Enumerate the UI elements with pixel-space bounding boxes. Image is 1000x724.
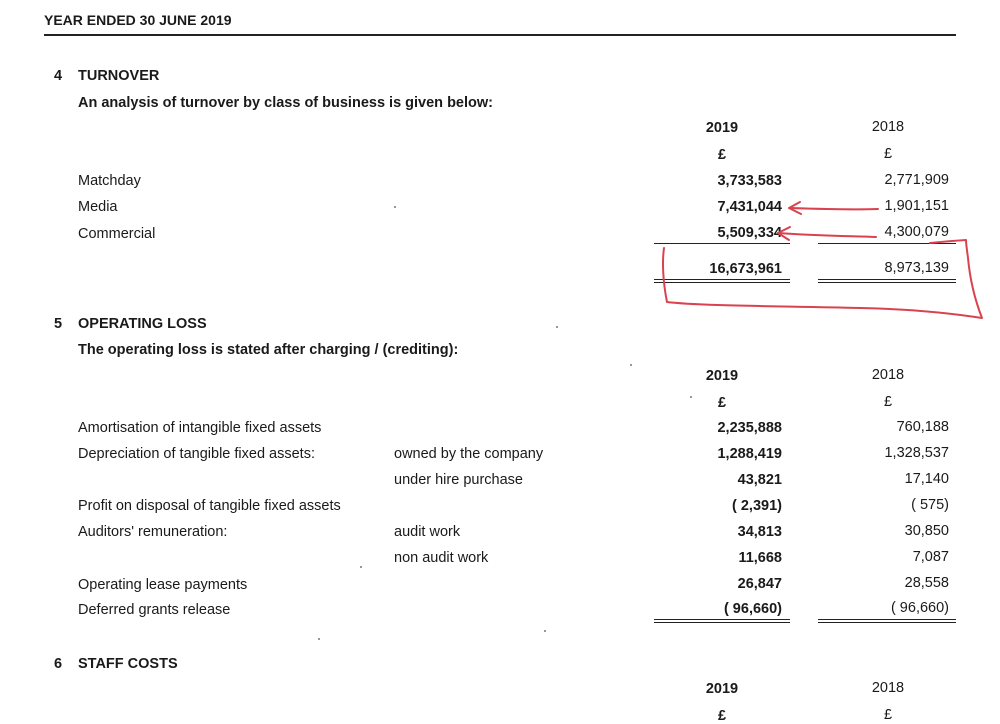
oploss-row-2019: 2,235,888: [717, 420, 782, 436]
arrow-commercial-line: [778, 233, 876, 237]
oploss-row-2019: 11,668: [738, 550, 782, 566]
oploss-row-label: Operating lease payments: [78, 577, 248, 593]
staff-col-2018: 2018: [871, 680, 905, 696]
turnover-total-2018: 8,973,139: [884, 260, 949, 276]
oploss-row-2018: 1,328,537: [884, 445, 949, 461]
section-5-number: 5: [54, 316, 63, 332]
turnover-row-label: Media: [78, 199, 118, 215]
oploss-row-2019: 34,813: [737, 524, 782, 540]
section-6-number: 6: [54, 656, 63, 672]
oploss-row-sublabel: non audit work: [394, 550, 489, 566]
oploss-row-label: Profit on disposal of tangible fixed assets: [78, 498, 341, 514]
oploss-row-2019: 43,821: [737, 472, 782, 488]
section-5-subtitle: The operating loss is stated after charging / (crediting):: [78, 342, 459, 358]
oploss-row-2019: ( 2,391): [732, 498, 782, 514]
turnover-total-2019: 16,673,961: [709, 261, 782, 277]
oploss-col-2018: 2018: [871, 367, 905, 383]
page-header-period: YEAR ENDED 30 JUNE 2019: [44, 12, 232, 28]
oploss-row-label: Auditors' remuneration:: [78, 524, 228, 540]
oploss-row-sublabel: audit work: [394, 524, 461, 540]
staff-currency-2019: £: [717, 708, 727, 724]
turnover-currency-2018: £: [883, 146, 893, 162]
turnover-row-2018: 2,771,909: [884, 172, 949, 188]
turnover-row-2018: 4,300,079: [884, 224, 949, 240]
turnover-col-2018: 2018: [871, 119, 905, 135]
arrow-media-line: [790, 208, 878, 209]
oploss-row-2019: 26,847: [737, 576, 782, 592]
section-4-title: TURNOVER: [78, 68, 160, 84]
oploss-col-2019: 2019: [705, 368, 739, 384]
section-6-title: STAFF COSTS: [78, 656, 178, 672]
oploss-currency-2019: £: [717, 395, 727, 411]
oploss-row-2019: ( 96,660): [723, 601, 782, 617]
oploss-row-2018: 30,850: [904, 523, 949, 539]
turnover-currency-2019: £: [717, 147, 727, 163]
oploss-row-2018: ( 96,660): [890, 600, 949, 616]
staff-currency-2018: £: [883, 707, 893, 723]
oploss-currency-2018: £: [883, 394, 893, 410]
turnover-row-label: Commercial: [78, 226, 156, 242]
oploss-row-2018: ( 575): [911, 497, 949, 513]
oploss-row-2018: 17,140: [904, 471, 949, 487]
oploss-row-sublabel: owned by the company: [394, 446, 544, 462]
turnover-row-2019: 5,509,334: [717, 225, 782, 241]
oploss-row-2018: 28,558: [904, 575, 949, 591]
section-4-number: 4: [54, 68, 63, 84]
turnover-row-2019: 7,431,044: [717, 199, 782, 215]
turnover-row-label: Matchday: [78, 173, 141, 189]
oploss-row-label: Amortisation of intangible fixed assets: [78, 420, 322, 436]
section-4-subtitle: An analysis of turnover by class of business is given below:: [78, 95, 493, 111]
oploss-row-label: Deferred grants release: [78, 602, 231, 618]
section-5-title: OPERATING LOSS: [78, 316, 207, 332]
turnover-row-2019: 3,733,583: [717, 173, 782, 189]
oploss-row-label: Depreciation of tangible fixed assets:: [78, 446, 315, 462]
turnover-row-2018: 1,901,151: [884, 198, 949, 214]
highlight-box: [663, 240, 982, 318]
oploss-row-sublabel: under hire purchase: [394, 472, 523, 488]
oploss-row-2019: 1,288,419: [717, 446, 782, 462]
turnover-col-2019: 2019: [705, 120, 739, 136]
staff-col-2019: 2019: [705, 681, 739, 697]
oploss-row-2018: 760,188: [896, 419, 949, 435]
oploss-row-2018: 7,087: [912, 549, 949, 565]
